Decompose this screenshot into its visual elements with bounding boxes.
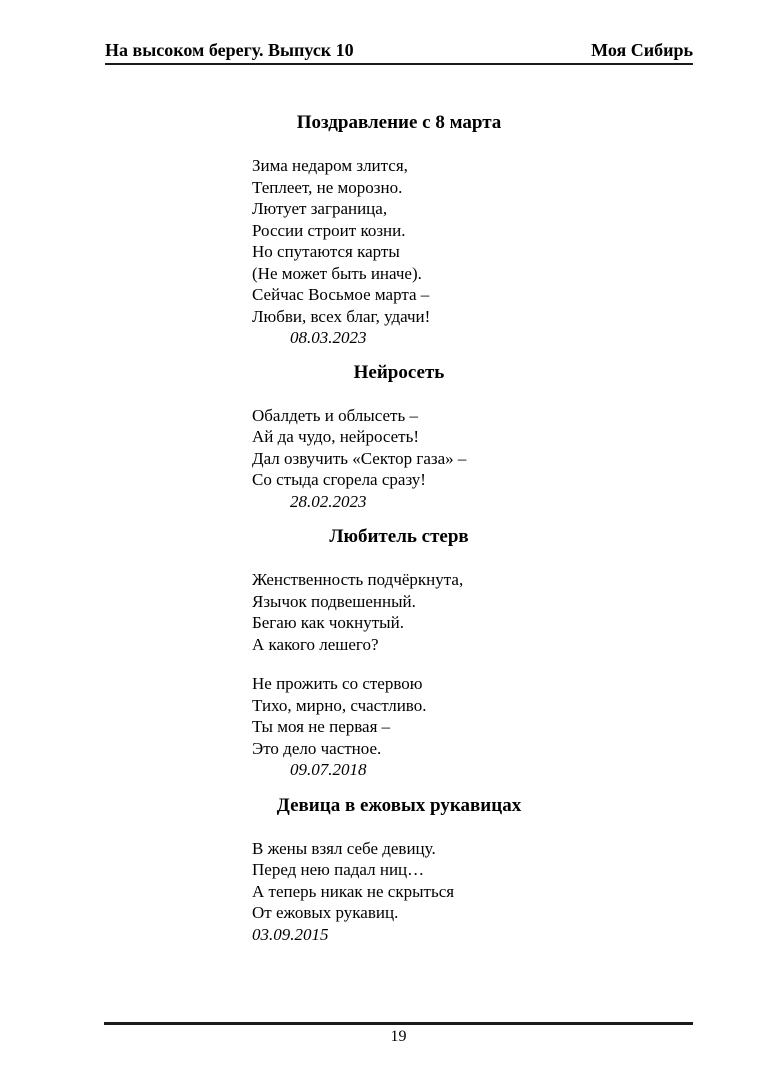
stanza xyxy=(105,405,693,513)
poem-title: Нейросеть xyxy=(353,361,445,383)
poem-line: Ай да чудо, нейросеть! xyxy=(252,427,420,446)
poem-line: Язычок подвешенный. xyxy=(252,591,416,611)
poem-line: России строит козни. xyxy=(252,220,406,240)
poem-line: Любви, всех благ, удачи! xyxy=(252,306,431,326)
header-book-title: На высоком берегу. Выпуск 10 xyxy=(105,40,354,60)
poem-date: 03.09.2015 xyxy=(252,924,329,944)
stanza xyxy=(105,569,693,655)
poem-line: (Не может быть иначе). xyxy=(252,263,422,283)
poem-line: В жены взял себе девицу. xyxy=(252,838,436,858)
poem-line: Перед нею падал ниц… xyxy=(252,860,425,879)
poem-line: Дал озвучить «Сектор газа» – xyxy=(252,448,467,468)
header-section-title: Моя Сибирь xyxy=(591,40,693,60)
poem-line: Теплеет, не морозно. xyxy=(252,177,403,197)
poem-line: Тихо, мирно, счастливо. xyxy=(252,695,427,715)
poem-line: Сейчас Восьмое марта – xyxy=(252,285,430,304)
poem-line: Обалдеть и облысеть – xyxy=(252,405,418,425)
poem-line: Лютует заграница, xyxy=(252,199,388,218)
poem-title: Поздравление с 8 марта xyxy=(296,112,502,133)
stanza xyxy=(105,155,693,349)
poem-line: А теперь никак не скрыться xyxy=(252,881,455,901)
poem-section-4 xyxy=(105,795,693,946)
poem-date: 09.07.2018 xyxy=(290,760,367,779)
poem-title: Девица в ежовых рукавицах xyxy=(276,794,522,816)
stanza xyxy=(105,838,693,946)
poem-line: Не прожить со стервою xyxy=(252,674,423,693)
poem-section-3 xyxy=(105,526,693,781)
running-header xyxy=(105,40,693,65)
poem-line: Но спутаются карты xyxy=(252,242,400,261)
poem-section-1 xyxy=(105,112,693,349)
footer-rule xyxy=(104,1022,693,1025)
page-content xyxy=(105,63,693,945)
page-number: 19 xyxy=(390,1027,407,1045)
poem-line: Бегаю как чокнутый. xyxy=(252,613,404,632)
page-footer xyxy=(104,1022,693,1047)
poem-line: А какого лешего? xyxy=(252,634,379,654)
poem-line: Со стыда сгорела сразу! xyxy=(252,470,426,489)
poem-line: Женственность подчёркнута, xyxy=(252,570,464,589)
poem-line: Это дело частное. xyxy=(252,738,382,758)
poem-line: От ежовых рукавиц. xyxy=(252,903,399,922)
poem-title: Любитель стерв xyxy=(329,526,469,547)
poem-line: Ты моя не первая – xyxy=(252,717,391,736)
poem-date: 08.03.2023 xyxy=(290,328,367,347)
poem-section-2 xyxy=(105,362,693,513)
poem-line: Зима недаром злится, xyxy=(252,156,408,175)
poem-date: 28.02.2023 xyxy=(290,491,367,511)
stanza xyxy=(105,673,693,781)
